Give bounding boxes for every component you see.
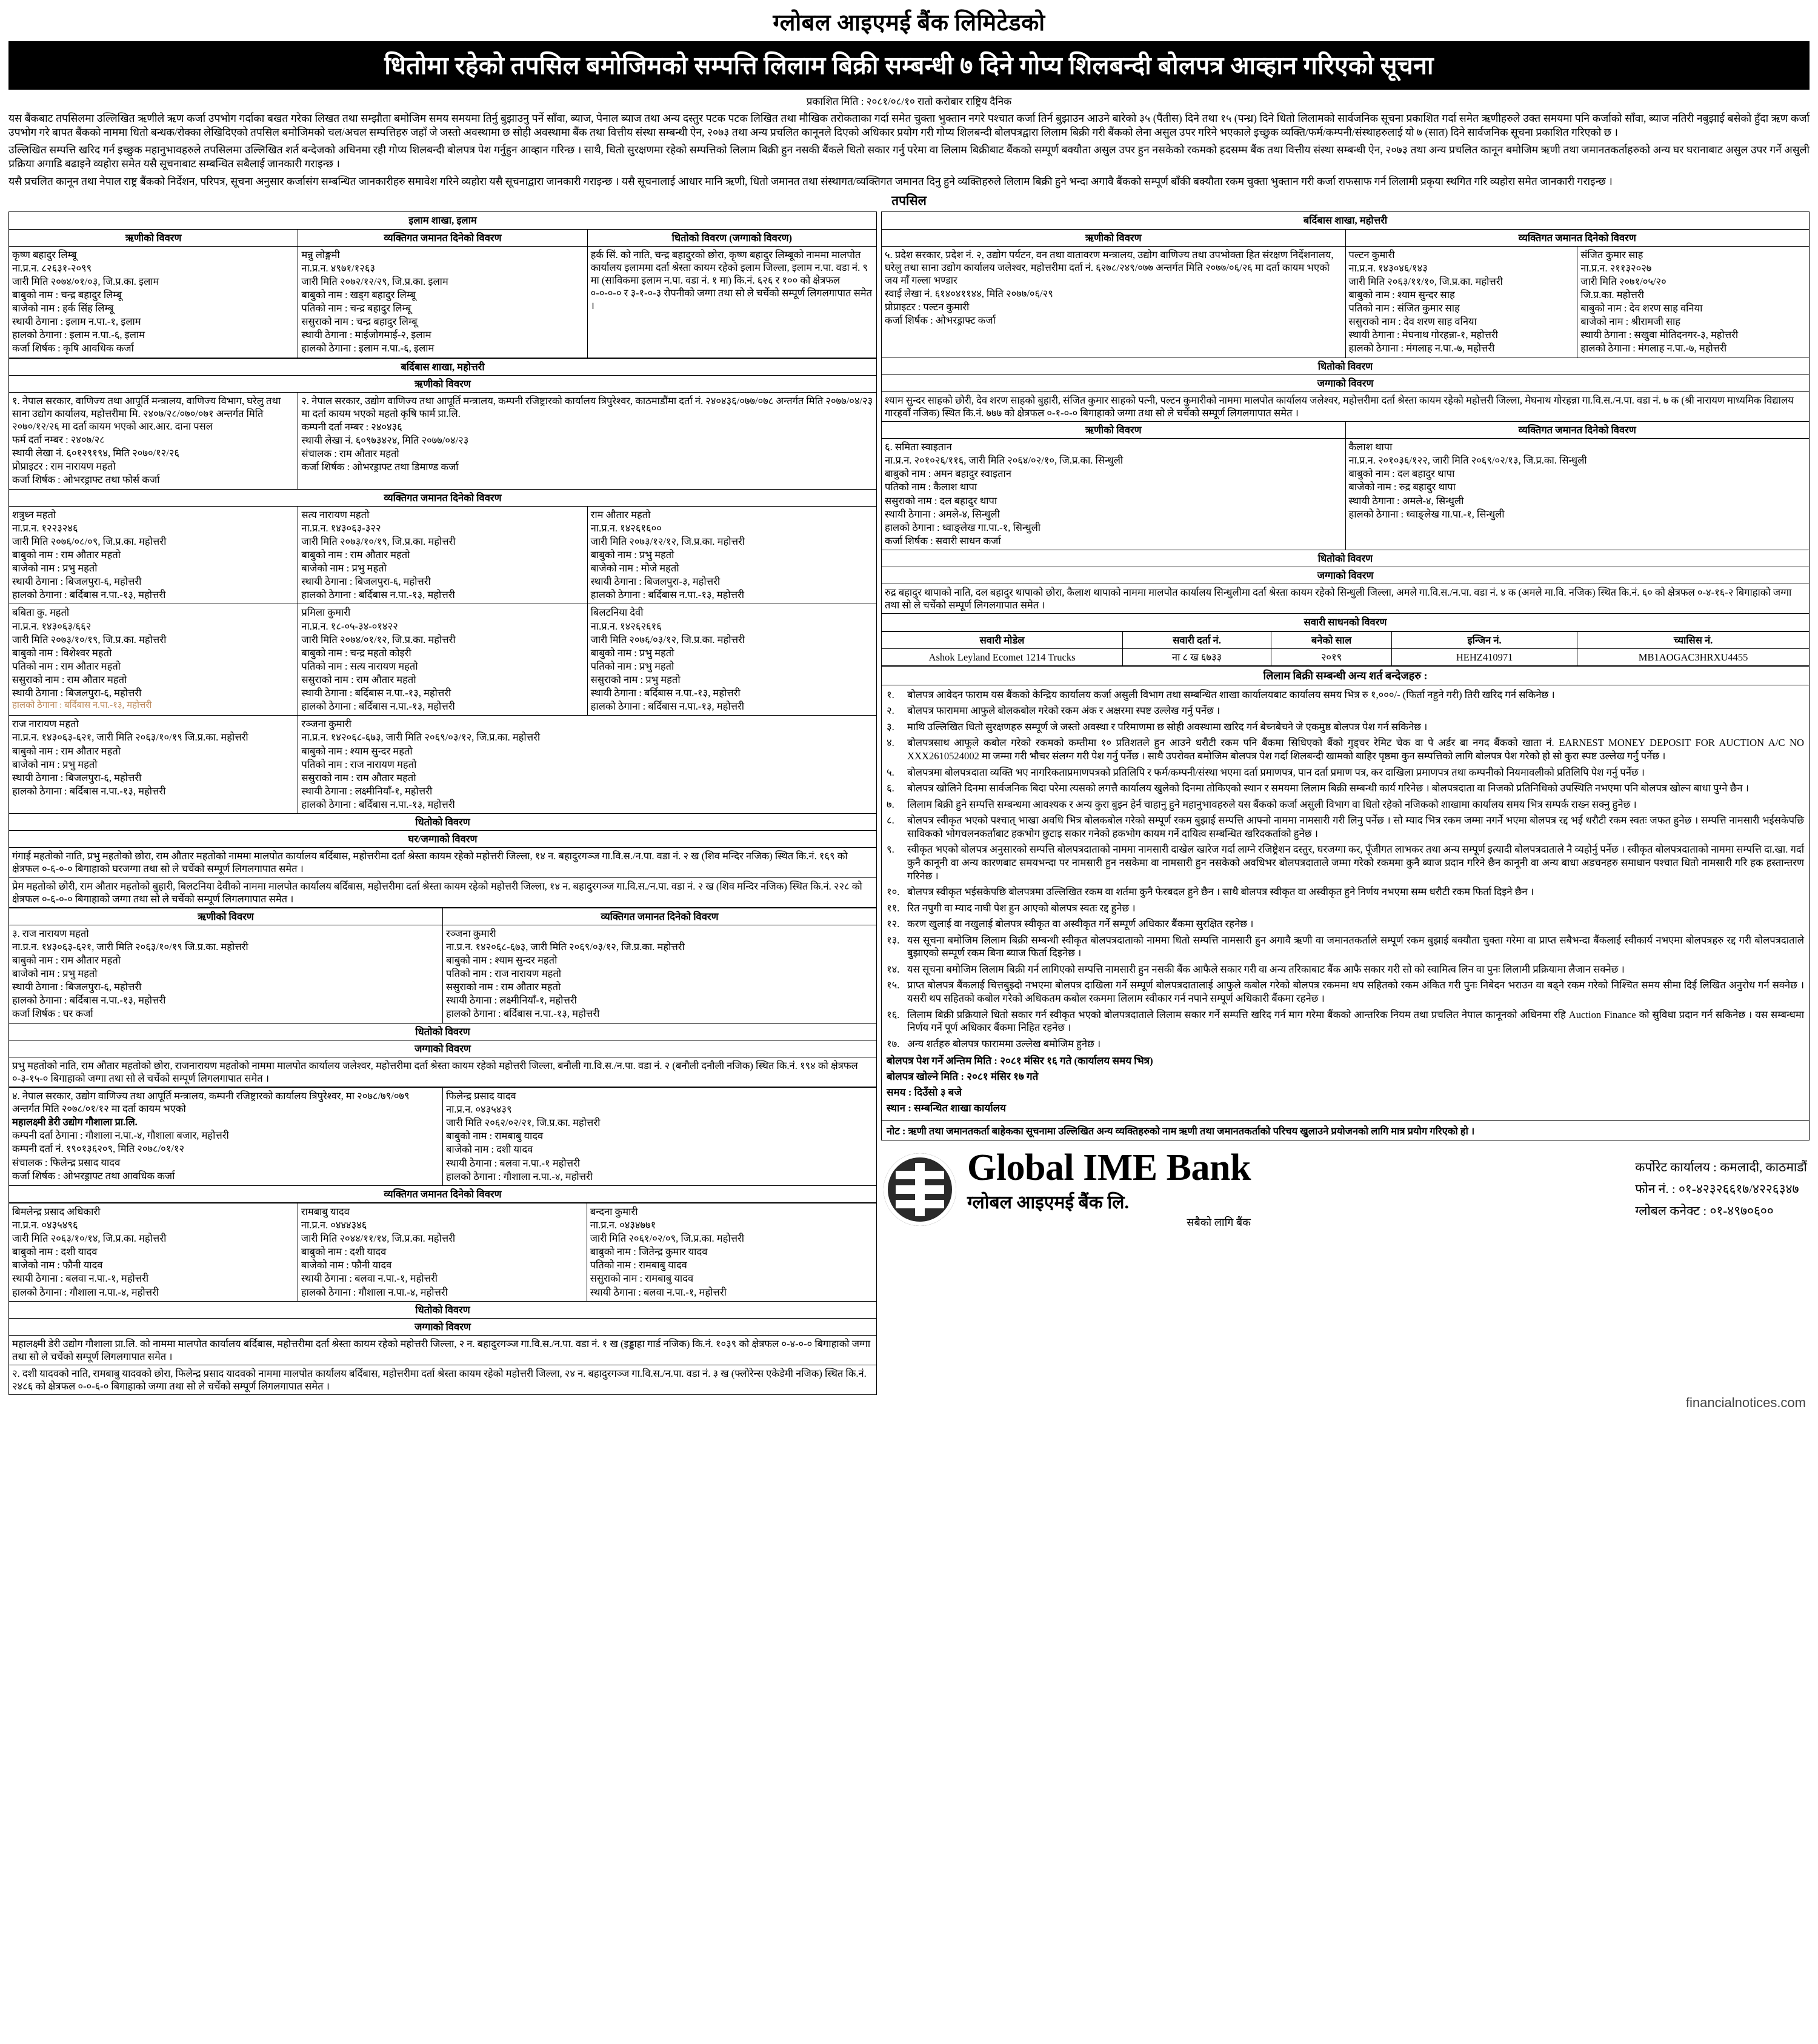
debtor2-loan-type: कर्जा शिर्षक : ओभरड्राफ्ट तथा डिमाण्ड कर्जा: [301, 461, 459, 473]
guarantor-citizenship: ना.प्र.न. १४२०६८-६७३, जारी मिति २०६९/०३/१२, जि.प्र.का. महोत्तरी: [446, 940, 685, 953]
guarantor-name: रञ्जना कुमारी: [446, 927, 496, 939]
debtor1-loan-type: कर्जा शिर्षक : ओभरड्राफ्ट तथा फोर्स कर्जा: [12, 474, 160, 486]
guarantor-citizenship: ना.प्र.न. १८-०५-३४-०१४२२: [301, 620, 398, 632]
guarantor-permanent-address: स्थायी ठेगाना : बलवा न.पा.-१ महोत्तरी: [446, 1157, 581, 1169]
vehicle-engine: HEHZ410971: [1392, 648, 1577, 665]
debtor-company-no: कम्पनी दर्ता नं. १९०१३६२०९, मिति २०७८/०१/१२: [12, 1143, 185, 1155]
vehicle-table: [881, 631, 1810, 666]
debtor-father-in-law: ससुराको नाम : दल बहादुर थापा: [885, 494, 997, 507]
left-column: [8, 211, 881, 1395]
jagga-header: जग्गाको विवरण: [9, 1040, 877, 1057]
vehicle-col-regno: सवारी दर्ता नं.: [1123, 631, 1271, 648]
guarantor-name: कैलाश थापा: [1348, 441, 1393, 453]
bardibas-branch-header-right: बर्दिबास शाखा, महोत्तरी: [882, 212, 1810, 229]
debtor-company-address: कम्पनी दर्ता ठेगाना : गौशाला न.पा.-४, गौशाला बजार, महोत्तरी: [12, 1130, 229, 1142]
guarantor-cell: [587, 506, 876, 604]
debtor-company-name: महालक्ष्मी डेरी उद्योग गौशाला प्रा.लि.: [12, 1116, 138, 1128]
debtor-proprietor: प्रोप्राइटर : पल्टन कुमारी: [885, 301, 970, 313]
guarantor-citizenship: ना.प्र.न. ०४३५४३९: [446, 1104, 512, 1116]
global-connect-value: ०१-४९७०६००: [1710, 1203, 1774, 1218]
guarantor-father-in-law: ससुराको नाम : प्रभु महतो: [590, 673, 681, 685]
guarantor-6-header: व्यक्तिगत जमानत दिनेको विवरण: [1345, 422, 1810, 439]
guarantor-cell: [1346, 247, 1577, 358]
bank-name-np: ग्लोबल आइएमई बैंक लि.: [967, 1193, 1129, 1213]
collateral-header: धितोको विवरण: [9, 1023, 877, 1040]
guarantor-3-cell: [443, 925, 877, 1023]
debtor-pan: स्वाई लेखा नं. ६१४०४११४४, मिति २०७७/०६/२९: [885, 288, 1053, 300]
guarantor-grandfather: बाजेको नाम : प्रभु महतो: [12, 562, 98, 574]
guarantor-cell: [9, 716, 298, 814]
guarantor-name: शत्रुध्न महतो: [12, 508, 56, 521]
jagga-desc-4a: महालक्ष्मी डेरी उद्योग गौशाला प्रा.लि. को नाममा मालपोत कार्यालय बर्दिबास, महोत्तरीमा दर्ता श्रेस्ता कायम रहेको महोत्तरी जिल्ला, २ न. बहादुरगञ्ज गा.वि.स./न.पा. वडा नं. १ ख (इड्डाहा गार्ड नजिक) कि.नं. १०३९ को क्षेत्रफल ०-४-०-० बिगाहाको जग्गा तथा सो ले चर्चेको सम्पूर्ण लिगलगापात समेत ।: [9, 1335, 877, 1365]
intro-paragraphs: [8, 112, 1810, 188]
guarantor-father: बाबुको नाम : चन्द्र महतो कोइरी: [301, 647, 411, 659]
vehicle-year: २०१९: [1271, 648, 1392, 665]
condition-item: ७. लिलाम बिक्री हुने सम्पत्ति सम्बन्धमा आवश्यक र अन्य कुरा बुझ्न हेर्न चाहानु हुने महानुभावहरुले यस बैंकको कर्जा असुली विभाग वा धितो रहेको नजिकको शाखामा कार्यालय समय भित्र सम्पर्क राख्न सक्नु हुनेछ ।: [887, 798, 1637, 810]
guarantor-current-address: हालको ठेगाना : बर्दिबास न.पा.-१३, महोत्तरी: [301, 798, 455, 810]
debtor-current-address: हालको ठेगाना : बर्दिबास न.पा.-१३, महोत्तरी: [12, 994, 166, 1007]
debtor-grandfather: बाजेको नाम : प्रभु महतो: [12, 968, 98, 980]
condition-item: १४. यस सूचना बमोजिम लिलाम बिक्री गर्न लागिएको सम्पत्ति नामसारी हुन नसकी बैंक आफैले सकार गरी वा अन्य तरिकाबाट बैंक आफै सकार गरी सो को स्वामित्व लिन वा पुनः लिलामी प्रक्रियामा लैजान सक्नेछ ।: [887, 963, 1625, 975]
vehicle-header: सवारी साधनको विवरण: [882, 614, 1810, 631]
guarantor-permanent-address: स्थायी ठेगाना : बर्दिबास न.पा.-१३, महोत्तरी: [590, 687, 741, 699]
guarantor-cell: [1577, 247, 1809, 358]
bank-logo: [884, 1149, 1251, 1230]
guarantor-permanent-address: स्थायी ठेगाना : मेघनाथ गोरहन्ना-१, महोत्तरी: [1348, 329, 1498, 341]
guarantor-husband: पतिको नाम : संजित कुमार साह: [1348, 302, 1460, 315]
jagga-desc-3: प्रभु महतोको नाति, राम औतार महतोको छोरा, राजनारायण महतोको नाममा मालपोत कार्यालय जलेश्वर, महोत्तरीमा दर्ता श्रेस्ता कायम रहेको महोत्तरी जिल्ला, बनौली गा.वि.स./न.पा. वडा नं. २ (बनौली दनौली नजिक) स्थित कि.नं. १९४ को क्षेत्रफल ०-३-१५-० बिगाहाको जग्गा तथा सो ले चर्चेको सम्पूर्ण लिगलगापात समेत ।: [9, 1057, 877, 1087]
corporate-office-row: [1635, 1157, 1807, 1179]
guarantor-citizenship: ना.प्र.न. १४२६२६१६: [590, 620, 662, 632]
guarantor-permanent-address: स्थायी ठेगाना : बिजलपुरा-३, महोत्तरी: [590, 576, 721, 588]
guarantor-issue: जारी मिति २०७३/१२/१२, जि.प्र.का. महोत्तरी: [590, 535, 745, 547]
guarantor-3-header: व्यक्तिगत जमानत दिनेको विवरण: [443, 908, 877, 925]
bid-opening-place: स्थान : सम्बन्धित शाखा कार्यालय: [887, 1102, 1006, 1114]
guarantor-name: सत्य नारायण महतो: [301, 508, 370, 521]
guarantor-father: बाबुको नाम : राम औतार महतो: [301, 548, 410, 561]
debtor-father: बाबुको नाम : चन्द्र बहादुर लिम्बू: [12, 289, 122, 301]
condition-item: १६. लिलाम बिक्री प्रक्रियाले धितो सकार गर्न स्वीकृत भएको बोलपत्रदाताले लिलाम सकार गर्ने सम्पत्ति खरिद गर्न माग गरेमा बैंकको आन्तरिक नियम तथा प्रचलित नेपाल कानूनको अधिनमा रहि Auction Finance को सुविधा प्रदान गर्न सकिनेछ । यस सम्बन्धमा निर्णय गर्ने पूर्ण अधिकार बैंकमा निहित रहनेछ ।: [887, 1008, 1804, 1034]
guarantor-citizenship: ना.प्र.न. १४२०६८-६७३, जारी मिति २०६९/०३/१२, जि.प्र.का. महोत्तरी: [301, 731, 541, 744]
guarantor-permanent-address: स्थायी ठेगाना : लक्ष्मीनियाँ-१, महोत्तरी: [446, 994, 577, 1007]
intro-paragraph-2: उल्लिखित सम्पत्ति खरिद गर्न इच्छुक महानुभावहरुले तपसिलमा उल्लिखित शर्त बन्देजको अधिनमा रही गोप्य शिलबन्दी बोलपत्र पेश गर्नुहुन आव्हान गरिन्छ । साथै, धितो सुरक्षणमा रहेको सम्पत्तिको लिलाम बिक्री हुन नसकी बैंकले धितो सकार गर्नु परेमा वा लिलाम बिक्रीबाट बैंकको सम्पूर्ण बक्यौता असुल उपर हुन नसकेको रकमको हदसम्म बैंक तथा वित्तीय संस्था सम्बन्धी ऐन, २०७३ तथा अन्य प्रचलित कानून बमोजिम ऋणी तथा जमानतकर्ताहरुको अन्य घर घरानाबाट असुल उपर गर्ने असुली प्रक्रिया अगाडि बढाइने व्यहोरा समेत यसै सूचनाबाट सम्बन्धित सबैलाई जानकारी गराइन्छ ।: [8, 144, 1810, 170]
condition-item: ८. बोलपत्र स्वीकृत भएको पश्चात् भाखा अवधि भित्र बोलकबोल गरेको सम्पूर्ण रकम बुझाई सम्पत्ति आफ्नो नाममा नामसारी गरी लिनु पर्नेछ । सो म्याद भित्र रकम जम्मा नगर्ने भएमा बोलपत्र रद्द भई धरौटी रकम स्वतः जफत हुनेछ । सम्पत्ति नामसारी भईसकेपछि साविकको भोगचलनकर्ताबाट हकभोग छुटाइ सकार गनेको हकभोग कायम गर्ने दायित्व सम्बन्धित खरिदकर्ताको हुनेछ ।: [887, 814, 1804, 839]
debtor-citizenship: ना.प्र.न. २०१०२६/११६, जारी मिति २०६४/०२/१०, जि.प्र.का. सिन्धुली: [885, 454, 1124, 467]
guarantor-permanent-address: स्थायी ठेगाना : माईजोगमाई-२, इलाम: [301, 329, 431, 341]
debtor-father: बाबुको नाम : अमन बहादुर स्वाइतान: [885, 468, 1011, 480]
guarantor-name: रामबाबु यादव: [301, 1205, 350, 1217]
header-title-bar: धितोमा रहेको तपसिल बमोजिमको सम्पत्ति लिलाम बिक्री सम्बन्धी ७ दिने गोप्य शिलबन्दी बोलपत्र आव्हान गरिएको सूचना: [8, 41, 1810, 90]
guarantor-citizenship: ना.प्र.न. १४२६१६००: [590, 522, 662, 534]
guarantor-grandfather: बाजेको नाम : मोजे महतो: [590, 562, 679, 574]
guarantor-father: बाबुको नाम : प्रभु महतो: [590, 548, 674, 561]
debtor-name: ६. समिता स्वाइतान: [885, 441, 952, 453]
debtor-director: संचालक : फिलेन्द्र प्रसाद यादव: [12, 1156, 121, 1168]
guarantor-cell: [298, 716, 877, 814]
ilam-guarantor-header: व्यक्तिगत जमानत दिनेको विवरण: [298, 229, 587, 246]
guarantor-name: बबिता कु. महतो: [12, 607, 70, 619]
guarantors-4-table: [8, 1203, 877, 1395]
debtor2-pan: स्थायी लेखा नं. ६०९७३४२४, मिति २०७७/०४/२३: [301, 434, 469, 447]
guarantor-current-address: हालको ठेगाना : मंगलाह न.पा.-७, महोत्तरी: [1580, 342, 1727, 355]
guarantor-name: संजित कुमार साह: [1580, 248, 1643, 261]
debtor-name: कृष्ण बहादुर लिम्बू: [12, 248, 77, 261]
guarantor-citizenship: ना.प्र.न. १४३०६३/६६२: [12, 620, 92, 632]
ilam-debtor-cell: [9, 246, 298, 358]
jagga-desc-4b: २. दशी यादवको नाति, रामबाबु यादवको छोरा, फिलेन्द्र प्रसाद यादवको नाममा मालपोत कार्यालय बर्दिबास, महोत्तरीमा दर्ता श्रेस्ता कायम रहेको महोत्तरी जिल्ला, २४ न. बहादुरगञ्ज गा.वि.स./न.पा. वडा नं. ३ ख (फ्लोरेन्स एकेडेमी नजिक) स्थित कि.नं. २४८६ को क्षेत्रफल ०-०-६-० बिगाहाको जग्गा तथा सो ले चर्चेको सम्पूर्ण लिगलगापात समेत ।: [9, 1365, 877, 1395]
guarantor-grandfather: बाजेको नाम : श्रीरामजी साह: [1580, 316, 1681, 328]
debtor-3-table: [8, 908, 877, 1087]
guarantor-current-address: हालको ठेगाना : बर्दिबास न.पा.-१३, महोत्तरी: [590, 589, 745, 601]
guarantor-current-address: हालको ठेगाना : गौशाला न.पा.-४, महोत्तरी: [12, 1286, 159, 1298]
tapsil-heading: तपसिल: [891, 193, 927, 208]
guarantor-name: रञ्जना कुमारी: [301, 718, 351, 730]
debtor-current-address: हालको ठेगाना : ध्वाङ्लेख गा.पा.-१, सिन्धुली: [885, 521, 1041, 533]
source-watermark: financialnotices.com: [1685, 1395, 1806, 1411]
debtor-loan-type: कर्जा शिर्षक : कृषि आवधिक कर्जा: [12, 342, 134, 355]
intro-paragraph-1: यस बैंकबाट तपसिलमा उल्लिखित ऋणीले ऋण कर्जा उपभोग गर्दाका बखत गरेका लिखत तथा सम्झौता बमोजिम समय समयमा तिर्नु बुझाउनु पर्ने साँवा, ब्याज, पेनाल ब्याज तथा अन्य दस्तुर पटक पटक लिखित तथा मौखिक तरोकताका गर्दा समेत चुक्ता भुक्तान नगरे पश्चात कर्जा तिर्न बुझाउन आउने बारेको ३५ (पैंतीस) दिने तथा १५ (पन्ध्र) दिने धितो लिलामको सार्वजनिक सूचना प्रकाशित गर्दा समेत ऋणीहरुले उक्त समयमा पनि कर्जाको साँवा, ब्याज नतिरी नबुझाई बसेको हुँदा ऋण कर्जा उपभोग गरे बापत बैंकको नाममा धितो बन्धक/रोक्का लेखिदिएको तपसिल बमोजिमको चल/अचल सम्पत्तिहरु जहाँ जे जस्तो अवस्थामा छ सोही अवस्थामा बैंक तथा वित्तीय संस्था सम्बन्धी ऐन, २०७३ तथा अन्य प्रचलित कानूनले दिएको अधिकार प्रयोग गरी गोप्य शिलबन्दी बोलपत्रद्वारा लिलाम बिक्री गरी बैंकको लेना असुल उपर गरिने भएकाले इच्छुक व्यक्ति/फर्म/कम्पनी/संस्थाहरुलाई यो ७ (सात) दिने सार्वजनिक सूचना प्रकाशित गरिएको छ ।: [8, 112, 1810, 139]
guarantor-5-wrapper: [1345, 246, 1810, 358]
ghar-jagga-header: घर/जग्गाको विवरण: [9, 831, 877, 848]
guarantor-father: बाबुको नाम : जितेन्द्र कुमार यादव: [590, 1246, 708, 1258]
bardibas-debtor-1: [9, 392, 298, 489]
vehicle-col-year: बनेको साल: [1271, 631, 1392, 648]
corporate-office-label: कर्पोरेट कार्यालय :: [1635, 1160, 1717, 1175]
guarantor-issue: जारी मिति २०६३/१०/१४, जि.प्र.का. महोत्तरी: [12, 1233, 167, 1245]
guarantor-name: बन्दना कुमारी: [590, 1205, 638, 1217]
guarantor-citizenship: ना.प्र.न. ०४४४३४६: [301, 1219, 367, 1231]
vehicle-model: Ashok Leyland Ecomet 1214 Trucks: [882, 648, 1123, 665]
guarantor-father: बाबुको नाम : राम औतार महतो: [12, 745, 121, 757]
condition-item: ९. स्वीकृत भएको बोलपत्र अनुसारको सम्पत्ति बोलपत्रदाताको नाममा नामसारी दाखेल खारेज गर्दा लाग्ने रजिष्ट्रेशन दस्तुर, घरजग्गा कर, पूँजीगत लाभकर तथा अन्य सम्पूर्ण इत्यादी बोलपत्रदाताले नै व्यहोर्नु पर्नेछ । स्वीकृत बोलपत्रदाताको नाममा सम्पत्ति दा.खा. गर्दा कुनै कानूनी वा अन्य कारणबाट समयभन्दा पर नामसारी हुन नसकेमा वा नामसारी हुन नसकेको अवधिभर बोलपत्रदातालेे जम्मा गरेको रकममा कुनै ब्याज प्रदान गरिने छैन कानूनी वा अन्य बाधा अडचनहरु समाधान पश्चात धितो नामसारी गरि हक हस्तान्तरण गरिनेछ ।: [887, 844, 1804, 882]
debtor-5-header: ऋणीको विवरण: [882, 229, 1346, 246]
guarantor-issue: जारी मिति २०७१/०५/२०: [1580, 275, 1666, 287]
global-connect-row: [1635, 1200, 1807, 1222]
guarantor-father: बाबुको नाम : देव शरण साह वनिया: [1580, 302, 1703, 315]
published-date: प्रकाशित मिति : २०८१/०८/१० रातो करोबार राष्ट्रिय दैनिक: [806, 96, 1012, 107]
debtor-5-cell: [882, 246, 1346, 358]
condition-item: १७. अन्य शर्तहरु बोलपत्र फाराममा उल्लेख बमोजिम हुनेछ ।: [887, 1037, 1101, 1050]
guarantor-name: राज नारायण महतो: [12, 718, 79, 730]
condition-item: १. बोलपत्र आवेदन फाराम यस बैंकको केन्द्रिय कार्यालय कर्जा असुली विभाग तथा सम्बन्धित शाखा कार्यालयबाट कार्यालय समय भित्र रु १,०००/- (फिर्ता नहुने गरी) तिरी खरिद गर्न सकिनेछ ।: [887, 688, 1555, 701]
conditions-title: लिलाम बिक्री सम्बन्धी अन्य शर्त बन्देजहरु :: [881, 666, 1810, 685]
guarantor-cell: [587, 1203, 876, 1301]
guarantor-grandfather: बाजेको नाम : प्रभु महतो: [301, 562, 387, 574]
ilam-collateral-header: धितोको विवरण (जग्गाको विवरण): [587, 229, 876, 246]
debtor-husband: पतिको नाम : कैलाश थापा: [885, 481, 977, 493]
guarantor-issue: जारी मिति २०७२/१२/२९, जि.प्र.का. इलाम: [301, 275, 448, 287]
guarantor-husband: पतिको नाम : राम औतार महतो: [12, 660, 121, 672]
guarantor-father: बाबुको नाम : दशी यादव: [12, 1246, 98, 1258]
guarantor-citizenship: ना.प्र.न. ४९७१/१२६३: [301, 262, 376, 274]
contact-block: [1635, 1157, 1807, 1222]
debtor-permanent-address: स्थायी ठेगाना : अमले-४, सिन्धुली: [885, 508, 1000, 520]
jagga-header: जग्गाको विवरण: [882, 375, 1810, 391]
ghar-jagga-desc-2: प्रेम महतोको छोरी, राम औतार महतोको बुहारी, बिलटनिया देवीको नाममा मालपोत कार्यालय बर्दिबास, महोत्तरीमा दर्ता श्रेस्ता कायम रहेको महोत्तरी जिल्ला, १४ न. बहादुरगञ्ज गा.वि.स./न.पा. वडा नं. २ ख (शिव मन्दिर नजिक) स्थित कि.नं. २२८ को क्षेत्रफल ०-६-०-० बिगाहाको जग्गा तथा सो ले चर्चेको सम्पूर्ण लिगलगापात समेत ।: [9, 877, 877, 907]
guarantor-current-address: हालको ठेगाना : इलाम न.पा.-६, इलाम: [301, 342, 435, 355]
guarantor-issue: जारी मिति २०७६/०३/१२, जि.प्र.का. महोत्तरी: [590, 633, 745, 645]
guarantor-cell: [298, 604, 587, 716]
jagga-desc-5: श्याम सुन्दर साहको छोरी, देव शरण साहको बुहारी, संजित कुमार साहको पत्नी, पल्टन कुमारीको नाममा मालपोत कार्यालय जलेश्वर, महोत्तरीमा दर्ता श्रेस्ता कायम रहेको महोत्तरी जिल्ला, मेघनाथ गोरहन्ना गा.वि.स./न.पा. वडा नं. ७ क (श्री नारायण माध्यमिक विद्यालय गारहवाँ नजिक) स्थित कि.नं. ७७७ को क्षेत्रफल ०-१-०-० बिगाहाको जग्गा तथा सो ले चर्चेको सम्पूर्ण लिगलगापात समेत ।: [882, 391, 1810, 421]
jagga-desc-6: रुद्र बहादुर थापाको नाति, दल बहादुर थापाको छोरा, कैलाश थापाको नाममा मालपोत कार्यालय सिन्धुलीमा दर्ता श्रेस्ता कायम रहेको सिन्धुली जिल्ला, अमले गा.वि.स./न.पा. वडा नं. ४ क (अमले मा.वि. नजिक) स्थित कि.नं. ६० को क्षेत्रफल ०-४-१६-२ बिगाहाको जग्गा तथा सो ले चर्चेको सम्पूर्ण लिगलगापात समेत ।: [882, 584, 1810, 614]
guarantor-husband: पतिको नाम : रामबाबु यादव: [590, 1259, 687, 1271]
debtor-issue: जारी मिति २०७४/०१/०३, जि.प्र.का. इलाम: [12, 275, 159, 287]
guarantor-citizenship: ना.प्र.न. १२२३२४६: [12, 522, 78, 534]
condition-item: ५. बोलपत्रमा बोलपत्रदाता व्यक्ति भए नागरिकताप्रमाणपत्रको प्रतिलिपि र फर्म/कम्पनी/संस्था भएमा दर्ता प्रमाणपत्र, पान दर्ता प्रमाण पत्र, कर दाखिला प्रमाणपत्र तथा कम्पनीको नियमावलीको प्रतिलिपि पेश गर्नु पर्नेछ ।: [887, 766, 1645, 778]
debtor-grandfather: बाजेको नाम : हर्क सिंह लिम्बू: [12, 302, 114, 315]
guarantor-father: बाबुको नाम : रामबाबु यादव: [446, 1130, 544, 1142]
ilam-branch-header: इलाम शाखा, इलाम: [9, 212, 877, 229]
debtor-6-header: ऋणीको विवरण: [882, 422, 1346, 439]
debtor2-company-no: कम्पनी दर्ता नम्बर : २४०४३६: [301, 421, 402, 433]
guarantor-name: प्रमिला कुमारी: [301, 607, 351, 619]
guarantor-issuer: जि.प्र.का. महोत्तरी: [1580, 289, 1644, 301]
debtor-loan-type: कर्जा शिर्षक : घर कर्जा: [12, 1008, 93, 1020]
jagga-header: जग्गाको विवरण: [882, 567, 1810, 584]
table-row: [882, 648, 1810, 665]
guarantor-permanent-address: स्थायी ठेगाना : बिजलपुरा-६, महोत्तरी: [12, 771, 142, 784]
debtor2-director: संचालक : राम औतार महतो: [301, 448, 399, 460]
condition-item: १०. बोलपत्र स्वीकृत भईसकेपछि बोलपत्रमा उल्लिखित रकम वा शर्तमा कुनै फेरबदल हुने छैन । साथै बोलपत्र स्वीकृत वा अस्वीकृत हुने निर्णय नभएमा सम्म धरौटी रकम फिर्ता दिइने छैन ।: [887, 886, 1534, 898]
debtor-4-cell: [9, 1088, 443, 1186]
guarantor-father: बाबुको नाम : दशी यादव: [301, 1246, 387, 1258]
debtor-6-cell: [882, 439, 1346, 550]
guarantor-father: बाबुको नाम : श्याम सुन्दर महतो: [446, 954, 558, 967]
ilam-debtor-header: ऋणीको विवरण: [9, 229, 298, 246]
debtor1-firm-no: फर्म दर्ता नम्बर : २४०७/२८: [12, 434, 105, 446]
guarantor-father: बाबुको नाम : खड्ग बहादुर लिम्बू: [301, 289, 416, 301]
guarantor-citizenship: ना.प्र.न. ०४३५४९६: [12, 1219, 78, 1231]
bardibas-debtor-header: ऋणीको विवरण: [9, 375, 877, 392]
debtor-father: बाबुको नाम : राम औतार महतो: [12, 954, 121, 967]
condition-item: ११. रित नपुगी वा म्याद नाघी पेश हुन आएको बोलपत्र स्वतः रद्द हुनेछ ।: [887, 902, 1136, 914]
guarantor-permanent-address: स्थायी ठेगाना : सखुवा मोतिदनगर-३, महोत्तरी: [1580, 329, 1739, 341]
main-content-split: [8, 211, 1810, 1395]
guarantor-father-in-law: ससुराको नाम : देव शरण साह वनिया: [1348, 316, 1477, 328]
vehicle-col-engine: इन्जिन नं.: [1392, 631, 1577, 648]
guarantor-cell: [9, 1203, 298, 1301]
right-column: [881, 211, 1810, 1395]
guarantor-current-address: हालको ठेगाना : गौशाला न.पा.-४, महोत्तरी: [301, 1286, 448, 1298]
guarantor-name: फिलेन्द्र प्रसाद यादव: [446, 1090, 516, 1102]
guarantor-father: बाबुको नाम : श्याम सुन्दर महतो: [301, 745, 413, 757]
guarantor-cell: [9, 506, 298, 604]
guarantor-permanent-address: स्थायी ठेगाना : लक्ष्मीनियाँ-१, महोत्तरी: [301, 785, 433, 797]
debtor1-proprietor: प्रोप्राइटर : राम नारायण महतो: [12, 461, 116, 473]
guarantor-father-in-law: ससुराको नाम : चन्द्र बहादुर लिम्बू: [301, 316, 418, 328]
bardibas-left-table: [8, 358, 877, 908]
guarantor-permanent-address: स्थायी ठेगाना : अमले-४, सिन्धुली: [1348, 494, 1464, 507]
collateral-header: धितोको विवरण: [9, 1301, 877, 1318]
deadline-block: [887, 1053, 1804, 1114]
guarantor-name: मन्नु लोङ्गमी: [301, 248, 340, 261]
debtor-loan-type: कर्जा शिर्षक : ओभरड्राफ्ट तथा आवधिक कर्जा: [12, 1170, 175, 1182]
debtor-4-table: [8, 1087, 877, 1203]
bardibas-debtor-2: [298, 392, 877, 489]
intro-paragraph-3: यसै प्रचलित कानून तथा नेपाल राष्ट्र बैंकको निर्देशन, परिपत्र, सूचना अनुसार कर्जासंग सम्बन्धित जानकारीहरु समावेश गरिने व्यहोरा यसै सूचनाद्वारा जानकारी गराइन्छ । यसै सूचनालाई आधार मानि ऋणी, धितो जमानत तथा संस्थागत/व्यक्तिगत जमानत दिनु हुने व्यक्तिहरुले लिलाम बिक्री हुने भन्दा अगावै बैंकको सम्पूर्ण बाँकी बक्यौता रकम चुक्ता भुक्तान गरी कर्जा राफसाफ गर्न लिलामी प्रकृया स्थगित गरि व्यहोरा समेत जानकारी गराइन्छ ।: [8, 175, 1613, 188]
guarantor-permanent-address: स्थायी ठेगाना : बलवा न.पा.-१, महोत्तरी: [301, 1273, 438, 1285]
debtor-loan-type: कर्जा शिर्षक : सवारी साधन कर्जा: [885, 534, 1001, 547]
guarantor-issue: जारी मिति २०४४/११/१४, जि.प्र.का. महोत्तरी: [301, 1233, 456, 1245]
debtor1-pan: स्थायी लेखा नं. ६०१२९१९४, मिति २०७०/१२/२६: [12, 447, 180, 459]
guarantor-current-address: हालको ठेगाना : बर्दिबास न.पा.-१३, महोत्तरी: [301, 701, 455, 713]
condition-item: १५. प्राप्त बोलपत्र बैंकलाई चित्तबुझ्दो नभएमा बोलपत्र दाखिला गर्ने सम्पूर्ण बोलपत्रदातालाई आफुले कबोल गरेको बोलपत्र रकममा थप सहितको रकम अंकित गरी पुनः निबेदन भराउन वा बढ्ने रकम गरेको निश्चित समय सीमा दिई लिखित अनुरोध गर्न सक्नेछ । यसरी थप सहितको कबोल गरेको अधिकतम कबोल रकममा लिलाम स्वीकार गर्न नपाने सम्पूर्ण अधिकारी बैंकमा रहनेछ ।: [887, 979, 1804, 1004]
guarantor-citizenship: ना.प्र.न. १४३०६३-६२१, जारी मिति २०६३/१०/१९ जि.प्र.का. महोत्तरी: [12, 731, 248, 744]
guarantor-permanent-address: स्थायी ठेगाना : बिजलपुरा-६, महोत्तरी: [301, 576, 431, 588]
ilam-guarantor-cell: [298, 246, 587, 358]
debtor-permanent-address: स्थायी ठेगाना : बिजलपुरा-६, महोत्तरी: [12, 981, 142, 993]
guarantor-name: बिमलेन्द्र प्रसाद अधिकारी: [12, 1205, 101, 1217]
guarantor-father-in-law: ससुराको नाम : राम औतार महतो: [446, 981, 561, 993]
vehicle-col-chassis: च्यासिस नं.: [1577, 631, 1810, 648]
debtor-registration: ५. प्रदेश सरकार, प्रदेश नं. २, उद्योग पर्यटन, वन तथा वातावरण मन्त्रालय, उद्योग वाणिज्य तथा उपभोक्ता हित संरक्षण निर्देशनालय, घरेलु तथा साना उद्योग कार्यालय जलेश्वर, महोत्तरीमा दर्ता नं. ६२७८/२४९/०७७ अन्तर्गत मिति २०७७/०६/२६ मा दर्ता कायम भएको जय माँ गल्ला भण्डार: [885, 248, 1334, 286]
guarantor-issue: जारी मिति २०६१/०२/०९, जि.प्र.का. महोत्तरी: [590, 1233, 745, 1245]
debtor-current-address: हालको ठेगाना : इलाम न.पा.-६, इलाम: [12, 329, 145, 341]
condition-item: ३. माथि उल्लिखित धितो सुरक्षणहरु सम्पूर्ण जे जस्तो अवस्था र परिमाणमा छ सोही अवस्थामा खरिद गर्न बेच्नबेचने जे एकमुष्ठ बोलपत्र पेश गर्न सकिनेछ ।: [887, 721, 1428, 733]
guarantor-grandfather: बाजेको नाम : दशी यादव: [446, 1144, 533, 1156]
debtor-citizenship: ना.प्र.न. ८२६३१-२०९९: [12, 262, 92, 274]
guarantor-citizenship: ना.प्र.न. १४३०४६/१४३: [1348, 262, 1428, 274]
guarantor-father-in-law: ससुराको नाम : राम औतार महतो: [301, 673, 416, 685]
global-connect-label: ग्लोबल कनेक्ट :: [1635, 1203, 1707, 1218]
guarantor-father: बाबुको नाम : राम औतार महतो: [12, 548, 121, 561]
guarantor-father: बाबुको नाम : दल बहादुर थापा: [1348, 468, 1455, 480]
conditions-box: [881, 685, 1810, 1122]
ilam-branch-table: [8, 211, 877, 358]
debtor2-registration: २. नेपाल सरकार, उद्योग वाणिज्य तथा आपूर्ति मन्त्रालय, कम्पनी रजिष्ट्रारको कार्यालय त्रिपुरेश्वर, काठमाडौंमा दर्ता नं. २४०४३६/०७७/०७८ अन्तर्गत मिति २०७७/०४/२३ मा दर्ता कायम भएको महतो कृषि फार्म प्रा.लि.: [301, 394, 873, 419]
debtor-3-cell: [9, 925, 443, 1023]
debtor-loan-type: कर्जा शिर्षक : ओभरड्राफ्ट कर्जा: [885, 315, 996, 327]
condition-item: २. बोलपत्र फाराममा आफुले बोलकबोल गरेको रकम अंक र अक्षरमा स्पष्ट उल्लेख गर्नु पर्नेछ ।: [887, 705, 1220, 717]
corporate-office-value: कमलादी, काठमाडौं: [1720, 1160, 1807, 1175]
guarantor-citizenship: ना.प्र.न. २११३२०२७: [1580, 262, 1652, 274]
guarantor-4-cell: [443, 1088, 877, 1186]
condition-item: १३. यस सूचना बमोजिम लिलाम बिक्री सम्बन्धी स्वीकृत बोलपत्रदाताको नाममा धितो सम्पत्ति नामसारी हुन अगावै ऋणी वा जमानतकर्ताले सम्पूर्ण रकम बुझाई बक्यौता चुक्ता गरेमा वा प्राप्त सबैभन्दा बैंकलाई स्वीकार्य नभएमा बोलपत्रहरु रद्द गरी बोलपत्रदाताले बुझाएको सम्पूर्ण रकम बिना ब्याज फिर्ता दिइनेछ ।: [887, 934, 1804, 959]
debtor1-registration: १. नेपाल सरकार, वाणिज्य तथा आपूर्ति मन्त्रालय, वाणिज्य विभाग, घरेलु तथा साना उद्योग कार्यालय, महोत्तरीमा मि. २४०७/२८/०७०/०७१ अन्तर्गत मिति २०७०/१२/२६ मा दर्ता कायम भएको आर.आर. दाना पसल: [12, 394, 281, 432]
collateral-header: धितोको विवरण: [882, 358, 1810, 375]
guarantor-permanent-address: स्थायी ठेगाना : बर्दिबास न.पा.-१३, महोत्तरी: [301, 687, 451, 699]
guarantor-father-in-law: ससुराको नाम : राम औतार महतो: [301, 771, 416, 784]
guarantor-issue: जारी मिति २०७६/०८/०९, जि.प्र.का. महोत्तरी: [12, 535, 167, 547]
condition-item: १२. करण खुलाई वा नखुलाई बोलपत्र स्वीकृत वा अस्वीकृत गर्ने सम्पूर्ण अधिकार बैंकमा सुरक्षित रहनेछ ।: [887, 918, 1254, 930]
phone-row: [1635, 1179, 1807, 1200]
guarantor-grandfather: बाजेको नाम : रुद्र बहादुर थापा: [1348, 481, 1456, 493]
bardibas-branch-header-left: बर्दिबास शाखा, महोत्तरी: [9, 358, 877, 375]
guarantor-permanent-address: स्थायी ठेगाना : बलवा न.पा.-१, महोत्तरी: [590, 1286, 727, 1298]
guarantor-citizenship: ना.प्र.न. २०१०३६/१२२, जारी मिति २०६९/०२/१३, जि.प्र.का. सिन्धुली: [1348, 454, 1587, 467]
guarantor-husband: पतिको नाम : चन्द्र बहादुर लिम्बू: [301, 302, 411, 315]
guarantor-cell: [9, 604, 298, 716]
guarantor-permanent-address: स्थायी ठेगाना : बिजलपुरा-६, महोत्तरी: [12, 576, 142, 588]
bardibas-guarantor-header-1: व्यक्तिगत जमानत दिनेको विवरण: [9, 489, 877, 506]
bid-submission-deadline: बोलपत्र पेश गर्ने अन्तिम मिति : २०८१ मंसिर १६ गते (कार्यालय समय भित्र): [887, 1055, 1153, 1067]
phone-label: फोन नं. :: [1635, 1181, 1676, 1196]
guarantor-father-in-law: ससुराको नाम : रामबाबु यादव: [590, 1273, 694, 1285]
guarantor-name: पल्टन कुमारी: [1348, 248, 1395, 261]
guarantor-father: बाबुको नाम : श्याम सुन्दर साह: [1348, 289, 1455, 301]
debtor-citizenship: ना.प्र.न. १४३०६३-६२१, जारी मिति २०६३/१०/१९ जि.प्र.का. महोत्तरी: [12, 940, 248, 953]
bank-name-en: Global IME Bank: [967, 1147, 1251, 1189]
guarantor-husband: पतिको नाम : प्रभु महतो: [590, 660, 674, 672]
ghar-jagga-desc-1: गंगाई महतोको नाति, प्रभु महतोको छोरा, राम औतार महतोको नाममा मालपोत कार्यालय बर्दिबास, महोत्तरीमा दर्ता श्रेस्ता कायम रहेको महोत्तरी जिल्ला, १४ न. बहादुरगञ्ज गा.वि.स./न.पा. वडा नं. २ ख (शिव मन्दिर नजिक) स्थित कि.नं. १६९ को क्षेत्रफल ०-६-०-० बिगाहाको घरजग्गा तथा सो ले चर्चेको सम्पूर्ण लिगलगापात समेत ।: [9, 848, 877, 877]
guarantor-current-address: हालको ठेगाना : बर्दिबास न.पा.-१३, महोत्तरी: [12, 589, 166, 601]
guarantor-permanent-address: स्थायी ठेगाना : बिजलपुरा-६, महोत्तरी: [12, 687, 142, 699]
guarantor-citizenship: ना.प्र.न. १४३०६३-३२२: [301, 522, 381, 534]
debtor-3-header: ऋणीको विवरण: [9, 908, 443, 925]
guarantor-issue: जारी मिति २०६२/०२/२१, जि.प्र.का. महोत्तरी: [446, 1117, 601, 1129]
vehicle-chassis: MB1AOGAC3HRXU4455: [1577, 648, 1810, 665]
guarantor-header-4: व्यक्तिगत जमानत दिनेको विवरण: [9, 1185, 877, 1202]
header-bank-name: ग्लोबल आइएमई बैंक लिमिटेडको: [773, 10, 1045, 36]
guarantor-current-address: हालको ठेगाना : बर्दिबास न.पा.-१३, महोत्तरी: [12, 785, 166, 797]
guarantor-citizenship: ना.प्र.न. ०४३४७७१: [590, 1219, 656, 1231]
bid-opening-time: समय : दिउँसो ३ बजे: [887, 1087, 962, 1099]
debtor-name: ३. राज नारायण महतो: [12, 927, 89, 939]
guarantor-name: राम औतार महतो: [590, 508, 651, 521]
guarantor-current-address: हालको ठेगाना : बर्दिबास न.पा.-१३, महोत्तरी: [301, 589, 455, 601]
vehicle-col-model: सवारी मोडेल: [882, 631, 1123, 648]
guarantor-cell: [298, 1203, 587, 1301]
ilam-collateral-cell: हर्क सिं. को नाति, चन्द्र बहादुरको छोरा, कृष्ण बहादुर लिम्बूको नाममा मालपोत कार्यालय इलाममा दर्ता श्रेस्ता कायम रहेको इलाम जिल्ला, इलाम न.पा. वडा नं. ९ मा (साविकमा इलाम न.पा. वडा नं. १ मा) कि.नं. ६२६ र १०० को क्षेत्रफल ०-०-०-० र ३-१-०-३ रोपनीको जग्गा तथा सो ले चर्चेको सम्पूर्ण लिगलगापात समेत ।: [587, 246, 876, 358]
guarantor-issue: जारी मिति २०७४/०१/१२, जि.प्र.का. महोत्तरी: [301, 633, 456, 645]
guarantor-current-address: हालको ठेगाना : मंगलाह न.पा.-७, महोत्तरी: [1348, 342, 1495, 355]
guarantor-current-address: हालको ठेगाना : ध्वाङ्लेख गा.पा.-१, सिन्धुली: [1348, 508, 1505, 520]
phone-value: ०१-४२३२६६१७/४२२६३४७: [1679, 1181, 1799, 1196]
guarantor-father-in-law: ससुराको नाम : राम औतार महतो: [12, 673, 127, 685]
guarantor-5-header: व्यक्तिगत जमानत दिनेको विवरण: [1345, 229, 1810, 246]
jagga-header: जग्गाको विवरण: [9, 1318, 877, 1335]
guarantor-father: बाबुको नाम : प्रभु महतो: [590, 647, 674, 659]
footnote-note: नोट : ऋणी तथा जमानतकर्ता बाहेकका सूचनामा उल्लिखित अन्य व्यक्तिहरुको नाम ऋणी तथा जमानतकर्ताको परिचय खुलाउने प्रयोजनको लागि मात्र प्रयोग गरिएको हो ।: [881, 1121, 1810, 1140]
debtor-registration: ४. नेपाल सरकार, उद्योग वाणिज्य तथा आपूर्ति मन्त्रालय, कम्पनी रजिष्ट्रारको कार्यालय त्रिपुरेश्वर, मा २०७८/७९/०७९ अन्तर्गत मिति २०७८/०१/१२ मा दर्ता कायम भएको: [12, 1090, 410, 1115]
guarantor-grandfather: बाजेको नाम : फौनी यादव: [12, 1259, 103, 1271]
footer: [881, 1145, 1810, 1238]
guarantor-issue: जारी मिति २०७३/१०/१९, जि.प्र.का. महोत्तरी: [301, 535, 456, 547]
guarantor-husband: पतिको नाम : सत्य नारायण महतो: [301, 660, 418, 672]
guarantor-current-address: हालको ठेगाना : बर्दिबास न.पा.-१३, महोत्तरी: [12, 701, 152, 711]
vehicle-regno: ना ८ ख ६७३३: [1123, 648, 1271, 665]
bank-logo-text: [967, 1149, 1251, 1230]
guarantor-grandfather: बाजेको नाम : फौनी यादव: [301, 1259, 392, 1271]
guarantor-current-address: हालको ठेगाना : गौशाला न.पा.-४, महोत्तरी: [446, 1170, 593, 1182]
guarantor-grandfather: बाजेको नाम : प्रभु महतो: [12, 758, 98, 770]
guarantor-issue: जारी मिति २०६३/११/१०, जि.प्र.का. महोत्तरी: [1348, 275, 1503, 287]
guarantor-current-address: हालको ठेगाना : बर्दिबास न.पा.-१३, महोत्तरी: [446, 1008, 600, 1020]
debtor-permanent-address: स्थायी ठेगाना : इलाम न.पा.-१, इलाम: [12, 316, 141, 328]
condition-item: ४. बोलपत्रसाथ आफूले कबोल गरेको रकमको कम्तीमा १० प्रतिशतले हुन आउने धरौटी रकम पनि बैंकमा सिधिएको बैंको गुड्चर रेमिट चेक वा पे अर्डर बा नगद बैंकको खाता नं. EARNEST MONEY DEPOSIT FOR AUCTION A/C NO XXX2610524002 मा जम्मा गरी भौचर संलग्न गरी पेश गर्नु पर्नेछ । साथै उपरोक्त बमोजिम बोलपत्र पेश गर्दा शिलबन्दी खामको बाहिर पृष्ठमा कुन सम्पत्तिको लागि बोलपत्र पेश गरेको हो सो कुरा स्पष्ट उल्लेख गर्नु पर्नेछ ।: [887, 737, 1804, 762]
collateral-header: धितोको विवरण: [9, 814, 877, 831]
guarantor-father: बाबुको नाम : विशेश्वर महतो: [12, 647, 112, 659]
guarantor-current-address: हालको ठेगाना : बर्दिबास न.पा.-१३, महोत्तरी: [590, 701, 745, 713]
bid-opening-date: बोलपत्र खोल्ने मिति : २०८१ मंसिर १७ गते: [887, 1071, 1039, 1083]
guarantor-6-cell: [1345, 439, 1810, 550]
collateral-header: धितोको विवरण: [882, 550, 1810, 567]
guarantor-name: बिलटनिया देवी: [590, 607, 644, 619]
condition-item: ६. बोलपत्र खोलिनेे दिनमा सार्वजनिक बिदा परेमा त्यसको लगत्तै कार्यालय खुलेको दिनमा तोकिएको स्थान र समयमा लिलाम बिक्री सम्बन्धी कार्य गरिनेछ । बोलपत्रदाता वा निजको प्रतिनिधिको उपस्थिति नभएमा पनि बोलपत्र खोल्न बाधा पुग्ने छैन ।: [887, 782, 1749, 794]
bank-tagline: सबैको लागि बैंक: [1187, 1216, 1251, 1229]
guarantor-cell: [298, 506, 587, 604]
guarantor-issue: जारी मिति २०७३/१०/१९, जि.प्र.का. महोत्तरी: [12, 633, 167, 645]
guarantor-cell: [587, 604, 876, 716]
guarantor-permanent-address: स्थायी ठेगाना : बलवा न.पा.-१, महोत्तरी: [12, 1273, 149, 1285]
guarantor-husband: पतिको नाम : राज नारायण महतो: [446, 968, 562, 980]
globe-logo-icon: [884, 1153, 956, 1226]
bardibas-right-table: [881, 211, 1810, 631]
guarantor-husband: पतिको नाम : राज नारायण महतो: [301, 758, 417, 770]
